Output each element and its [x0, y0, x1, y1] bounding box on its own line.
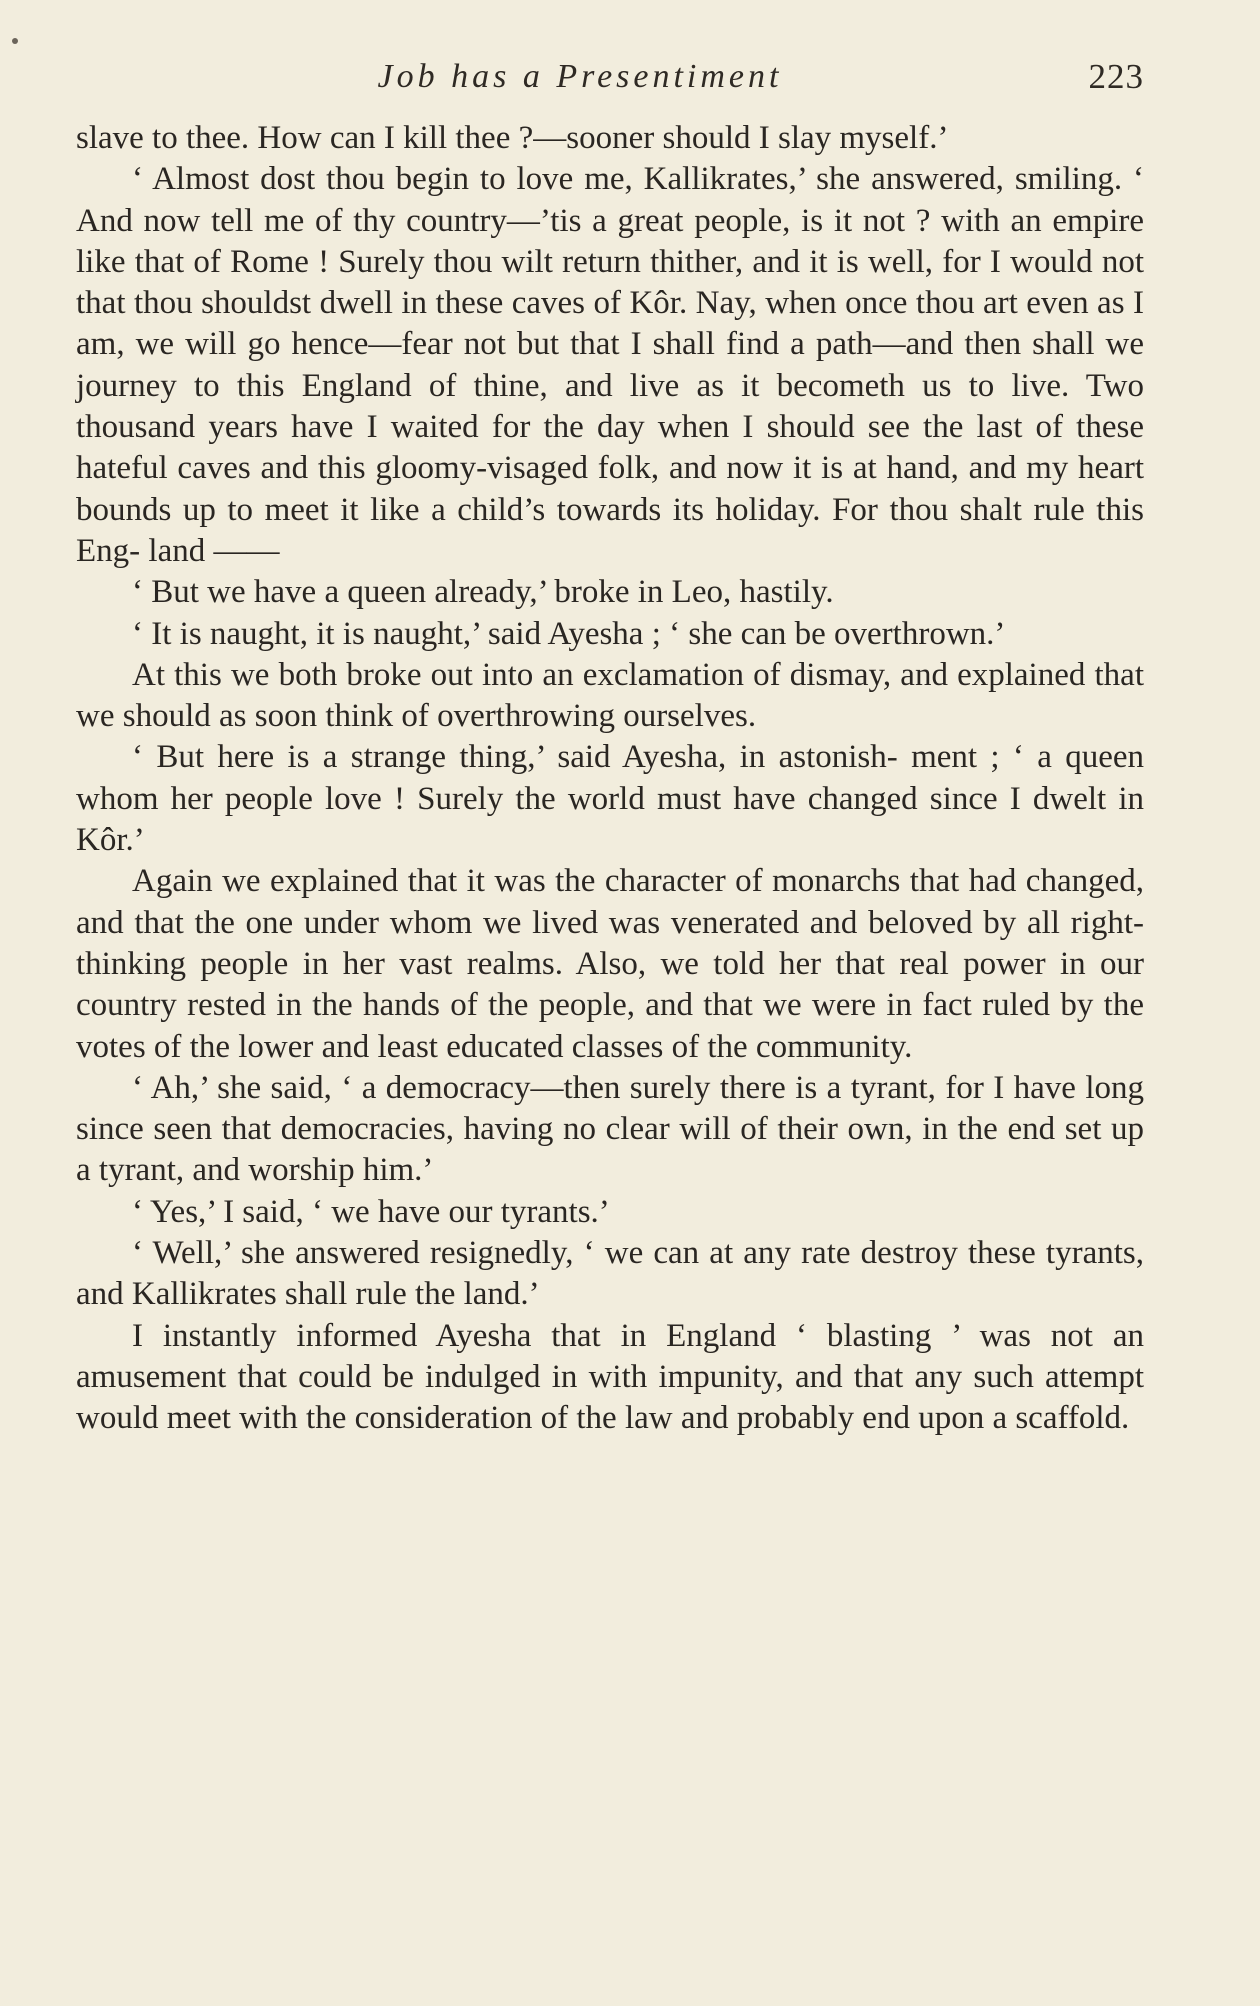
- paragraph: At this we both broke out into an exclamation of dismay, and explained that we should as soon think of overthrowing ourselves.: [76, 656, 1144, 735]
- paragraph: I instantly informed Ayesha that in England ‘ blasting ’ was not an amusement that could be indulged in with impunity, and that any such attempt would meet with the consideration of the law and probably end upon a scaffold.: [76, 1317, 1144, 1437]
- paragraph: ‘ It is naught, it is naught,’ said Ayesha ; ‘ she can be overthrown.’: [132, 615, 1006, 652]
- running-head: [76, 52, 1144, 102]
- paragraph: ‘ Almost dost thou begin to love me, Kallikrates,’ she answered, smiling. ‘ And now tell me of thy country—’tis a great people, is it not ? with an empire like that of Rome ! Surely thou wilt return thither, and it is well, for I would not that thou shouldst dwell in these caves of Kôr. Nay, when once thou art even as I am, we will go hence—fear not but that I shall find a path—and then shall we journey to this England of thine, and live as it becometh us to live. Two thousand years have I waited for the day when I should see the last of these hateful caves and this gloomy-visaged folk, and now it is at hand, and my heart bounds up to meet it like a child’s towards its holiday. For thou shalt rule this Eng- land ——: [76, 161, 1144, 569]
- paragraph: ‘ But we have a queen already,’ broke in Leo, hastily.: [132, 574, 834, 611]
- paragraph: ‘ But here is a strange thing,’ said Ayesha, in astonish- ment ; ‘ a queen whom her people love ! Surely the world must have changed since I dwelt in Kôr.’: [76, 739, 1144, 859]
- paragraph: ‘ Well,’ she answered resignedly, ‘ we can at any rate destroy these tyrants, and Kallikrates shall rule the land.’: [76, 1235, 1144, 1313]
- page-number: 223: [1088, 57, 1144, 96]
- print-speck: [12, 38, 18, 44]
- body-text: [76, 118, 1144, 1440]
- running-title: Job has a Presentiment: [377, 58, 783, 95]
- paragraph: ‘ Yes,’ I said, ‘ we have our tyrants.’: [132, 1193, 610, 1230]
- paragraph: ‘ Ah,’ she said, ‘ a democracy—then surely there is a tyrant, for I have long since seen that democracies, having no clear will of their own, in the end set up a tyrant, and worship him.’: [76, 1069, 1144, 1189]
- paragraph: Again we explained that it was the character of monarchs that had changed, and that the one under whom we lived was venerated and beloved by all right-thinking people in her vast realms. Also, we told her that real power in our country rested in the hands of the people, and that we were in fact ruled by the votes of the lower and least educated classes of the community.: [76, 863, 1144, 1065]
- paragraph: slave to thee. How can I kill thee ?—sooner should I slay myself.’: [76, 120, 949, 156]
